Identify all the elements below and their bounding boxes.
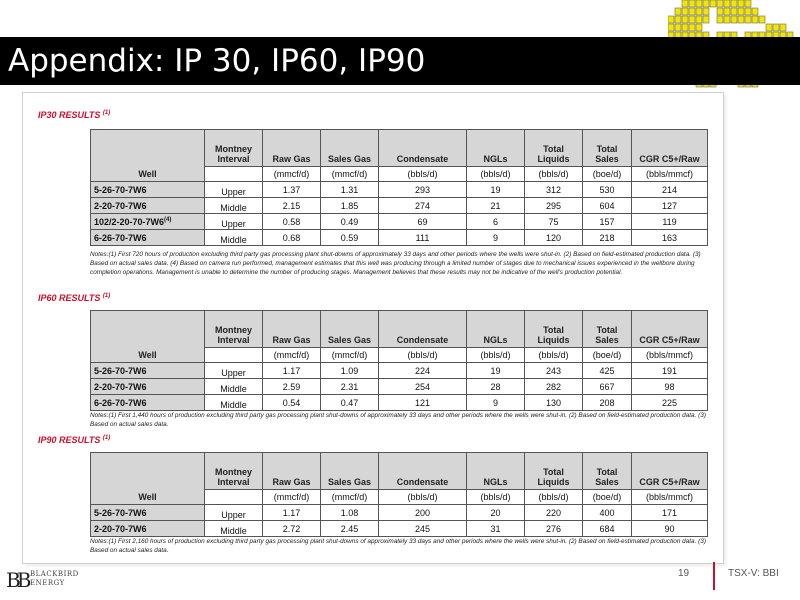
total-sales-cell: 684: [583, 521, 632, 537]
logo-pixel: [703, 16, 709, 23]
total-sales-header: [583, 311, 632, 348]
logo-pixel: [724, 8, 730, 15]
company-logo: [6, 568, 86, 592]
table-row: [91, 198, 708, 214]
well-cell: [91, 395, 205, 411]
ip60-table: [90, 310, 708, 411]
logo-pixel: [738, 16, 744, 23]
raw-gas-cell: 1.37: [263, 182, 321, 198]
units-cell: (mmcf/d): [321, 348, 379, 363]
total-sales-header-label: Total Sales: [595, 144, 619, 164]
total-sales-header-label: Total Sales: [595, 467, 619, 487]
logo-pixel: [689, 0, 695, 7]
table-row: [91, 182, 708, 198]
company-name-line2: ENERGY: [30, 579, 65, 587]
total-sales-cell: 667: [583, 379, 632, 395]
condensate-header-label: Condensate: [396, 154, 449, 164]
ip90-table: [90, 452, 708, 537]
total-sales-cell: 208: [583, 395, 632, 411]
sales-gas-cell: 0.47: [321, 395, 379, 411]
logo-pixel: [689, 8, 695, 15]
cgr-cell: 127: [632, 198, 708, 214]
units-cell: (mmcf/d): [263, 490, 321, 505]
total-sales-cell: 530: [583, 182, 632, 198]
sales-gas-cell: 0.49: [321, 214, 379, 230]
ip90-notes: Notes:(1) First 2,160 hours of production excluding third party gas processing plant shut-downs of approximately 33 days and other periods where the wells were shut-in. (2) Based on field-estimated production data. (3) Based on actual sales data.: [90, 538, 706, 554]
condensate-cell: 200: [379, 505, 467, 521]
logo-pixel: [724, 0, 730, 7]
interval-cell: Middle: [205, 379, 263, 395]
ip60-header-row: [91, 311, 708, 348]
condensate-header: [379, 453, 467, 490]
title-bar: [0, 37, 800, 85]
sales-gas-header-label: Sales Gas: [327, 335, 372, 345]
total-liquids-cell: 282: [525, 379, 583, 395]
logo-pixel: [703, 8, 709, 15]
logo-pixel: [696, 16, 702, 23]
company-name-line1: BLACKBIRD: [30, 570, 79, 578]
cgr-cell: 171: [632, 505, 708, 521]
cgr-header: [632, 130, 708, 167]
total-liquids-cell: 276: [525, 521, 583, 537]
ngls-header-label: NGLs: [483, 477, 508, 487]
units-cell: (bbls/d): [467, 167, 525, 182]
total-liquids-cell: 120: [525, 230, 583, 246]
condensate-cell: 274: [379, 198, 467, 214]
total-liquids-header: [525, 130, 583, 167]
raw-gas-header-label: Raw Gas: [272, 154, 311, 164]
well-header: [91, 453, 205, 505]
sales-gas-header-label: Sales Gas: [327, 154, 372, 164]
total-sales-cell: 157: [583, 214, 632, 230]
logo-pixel: [682, 0, 688, 7]
ngls-header: [467, 453, 525, 490]
total-liquids-header-label: Total Liquids: [537, 144, 570, 164]
total-liquids-cell: 130: [525, 395, 583, 411]
ip30-section-title: [38, 110, 110, 120]
ngls-header: [467, 311, 525, 348]
table-row: [91, 214, 708, 230]
ip30-notes: Notes:(1) First 720 hours of production excluding third party gas processing plant shut-downs of approximately 33 days and other periods where the wells were shut-in. (2) Based on field-estimated production data. (3) Based on actual sales data. (4) Based on camera run performed, management estimates that this well was producing through a limited number of stages due to mechanical issues experienced in the wellbore during completion operations. Management is unable to determine the number of producing stages. Management believes that these results may not be indicative of the well's production potential.: [90, 251, 701, 276]
interval-header-label: Montney Interval: [215, 325, 252, 345]
cgr-header-label: CGR C5+/Raw: [639, 154, 700, 164]
raw-gas-cell: 0.68: [263, 230, 321, 246]
ngls-header: [467, 130, 525, 167]
cgr-header-label: CGR C5+/Raw: [639, 335, 700, 345]
ngls-cell: 20: [467, 505, 525, 521]
interval-units-cell: [205, 167, 263, 182]
well-cell: [91, 521, 205, 537]
well-name: 5-26-70-7W6: [94, 507, 147, 518]
total-liquids-cell: 243: [525, 363, 583, 379]
ngls-cell: 19: [467, 182, 525, 198]
total-sales-cell: 218: [583, 230, 632, 246]
cgr-header: [632, 311, 708, 348]
units-cell: (bbls/d): [467, 348, 525, 363]
units-cell: (mmcf/d): [263, 348, 321, 363]
ngls-header-label: NGLs: [483, 154, 508, 164]
logo-pixel: [731, 0, 737, 7]
well-note-ref: (4): [164, 216, 172, 223]
well-name: 6-26-70-7W6: [94, 232, 147, 243]
well-header-label: Well: [138, 169, 157, 179]
units-cell: (mmcf/d): [321, 490, 379, 505]
well-name: 2-20-70-7W6: [94, 200, 147, 211]
raw-gas-cell: 2.72: [263, 521, 321, 537]
condensate-cell: 254: [379, 379, 467, 395]
interval-cell: Upper: [205, 363, 263, 379]
logo-pixel: [696, 24, 702, 31]
well-name: 6-26-70-7W6: [94, 397, 147, 408]
units-cell: (boe/d): [583, 348, 632, 363]
logo-pixel: [773, 24, 779, 31]
interval-cell: Upper: [205, 182, 263, 198]
table-row: [91, 230, 708, 246]
sales-gas-header: [321, 453, 379, 490]
page-number: 19: [678, 568, 690, 579]
raw-gas-cell: 2.59: [263, 379, 321, 395]
total-sales-cell: 604: [583, 198, 632, 214]
raw-gas-cell: 0.58: [263, 214, 321, 230]
raw-gas-cell: 0.54: [263, 395, 321, 411]
units-cell: (mmcf/d): [321, 167, 379, 182]
cgr-cell: 191: [632, 363, 708, 379]
interval-header-label: Montney Interval: [215, 467, 252, 487]
ip30-table: [90, 129, 708, 246]
ngls-cell: 21: [467, 198, 525, 214]
ngls-cell: 9: [467, 230, 525, 246]
logo-pixel: [717, 8, 723, 15]
condensate-header-label: Condensate: [396, 335, 449, 345]
total-liquids-header-label: Total Liquids: [537, 467, 570, 487]
ngls-cell: 31: [467, 521, 525, 537]
total-liquids-cell: 220: [525, 505, 583, 521]
logo-pixel: [731, 16, 737, 23]
well-cell: [91, 505, 205, 521]
company-logo-name: [30, 570, 79, 588]
logo-pixel: [675, 16, 681, 23]
ip90-title-text: IP90 RESULTS: [38, 435, 101, 445]
ngls-cell: 9: [467, 395, 525, 411]
logo-pixel: [717, 16, 723, 23]
ngls-header-label: NGLs: [483, 335, 508, 345]
well-cell: [91, 230, 205, 246]
units-cell: (bbls/mmcf): [632, 490, 708, 505]
logo-pixel: [731, 8, 737, 15]
raw-gas-header: [263, 130, 321, 167]
units-cell: (mmcf/d): [263, 167, 321, 182]
condensate-header-label: Condensate: [396, 477, 449, 487]
total-sales-cell: 425: [583, 363, 632, 379]
logo-pixel: [710, 0, 716, 7]
units-cell: (bbls/d): [525, 490, 583, 505]
interval-units-cell: [205, 348, 263, 363]
logo-pixel: [682, 16, 688, 23]
well-cell: [91, 363, 205, 379]
units-cell: (bbls/d): [525, 167, 583, 182]
cgr-header: [632, 453, 708, 490]
well-name: 2-20-70-7W6: [94, 523, 147, 534]
well-header: [91, 130, 205, 182]
footer-divider: [713, 562, 715, 590]
logo-pixel: [745, 0, 751, 7]
total-liquids-header: [525, 453, 583, 490]
ip90-title-sup: (1): [102, 435, 111, 441]
sales-gas-header: [321, 130, 379, 167]
raw-gas-header-label: Raw Gas: [272, 477, 311, 487]
logo-pixel: [675, 24, 681, 31]
company-logo-mark: BB: [6, 568, 28, 592]
interval-header: [205, 311, 263, 348]
total-liquids-cell: 312: [525, 182, 583, 198]
units-cell: (boe/d): [583, 167, 632, 182]
raw-gas-cell: 1.17: [263, 363, 321, 379]
well-cell: [91, 182, 205, 198]
cgr-cell: 90: [632, 521, 708, 537]
well-cell: [91, 214, 205, 230]
units-cell: (bbls/d): [379, 490, 467, 505]
total-liquids-header: [525, 311, 583, 348]
ngls-cell: 19: [467, 363, 525, 379]
ip60-title-text: IP60 RESULTS: [38, 293, 101, 303]
sales-gas-cell: 2.45: [321, 521, 379, 537]
logo-pixel: [675, 8, 681, 15]
raw-gas-cell: 2.15: [263, 198, 321, 214]
interval-cell: Middle: [205, 395, 263, 411]
condensate-cell: 224: [379, 363, 467, 379]
ip60-title-sup: (1): [102, 293, 111, 299]
interval-cell: Upper: [205, 505, 263, 521]
logo-pixel: [717, 0, 723, 7]
total-sales-header: [583, 130, 632, 167]
raw-gas-cell: 1.17: [263, 505, 321, 521]
units-cell: (bbls/mmcf): [632, 348, 708, 363]
table-row: [91, 521, 708, 537]
slide-title: Appendix: IP 30, IP60, IP90: [8, 43, 426, 79]
logo-pixel: [689, 24, 695, 31]
raw-gas-header: [263, 311, 321, 348]
ngls-cell: 6: [467, 214, 525, 230]
well-header-label: Well: [138, 350, 157, 360]
ngls-cell: 28: [467, 379, 525, 395]
cgr-cell: 214: [632, 182, 708, 198]
well-header-label: Well: [138, 492, 157, 502]
table-row: [91, 379, 708, 395]
logo-pixel: [724, 16, 730, 23]
interval-header: [205, 453, 263, 490]
table-row: [91, 363, 708, 379]
total-sales-header-label: Total Sales: [595, 325, 619, 345]
units-cell: (bbls/d): [379, 348, 467, 363]
raw-gas-header-label: Raw Gas: [272, 335, 311, 345]
sales-gas-cell: 1.31: [321, 182, 379, 198]
units-cell: (bbls/d): [525, 348, 583, 363]
sales-gas-cell: 1.08: [321, 505, 379, 521]
table-row: [91, 395, 708, 411]
logo-pixel: [752, 8, 758, 15]
logo-pixel: [752, 16, 758, 23]
logo-pixel: [668, 16, 674, 23]
sales-gas-cell: 2.31: [321, 379, 379, 395]
units-cell: (boe/d): [583, 490, 632, 505]
well-cell: [91, 198, 205, 214]
well-header: [91, 311, 205, 363]
ip30-title-text: IP30 RESULTS: [38, 110, 101, 120]
cgr-cell: 163: [632, 230, 708, 246]
ip30-header-row: [91, 130, 708, 167]
cgr-cell: 225: [632, 395, 708, 411]
ip30-title-sup: (1): [102, 110, 111, 116]
condensate-header: [379, 130, 467, 167]
logo-pixel: [703, 0, 709, 7]
sales-gas-cell: 1.09: [321, 363, 379, 379]
ticker-symbol: TSX-V: BBI: [728, 568, 779, 579]
well-name: 5-26-70-7W6: [94, 184, 147, 195]
interval-cell: Upper: [205, 214, 263, 230]
units-cell: (bbls/d): [467, 490, 525, 505]
cgr-cell: 119: [632, 214, 708, 230]
logo-pixel: [738, 8, 744, 15]
sales-gas-cell: 0.59: [321, 230, 379, 246]
condensate-cell: 293: [379, 182, 467, 198]
ip60-section-title: [38, 293, 110, 303]
total-sales-header: [583, 453, 632, 490]
logo-pixel: [689, 16, 695, 23]
well-name: 102/2-20-70-7W6: [94, 216, 165, 227]
interval-units-cell: [205, 490, 263, 505]
logo-pixel: [780, 24, 786, 31]
logo-pixel: [668, 24, 674, 31]
ip90-header-row: [91, 453, 708, 490]
logo-pixel: [745, 16, 751, 23]
sales-gas-header-label: Sales Gas: [327, 477, 372, 487]
logo-pixel: [696, 0, 702, 7]
total-liquids-cell: 295: [525, 198, 583, 214]
condensate-header: [379, 311, 467, 348]
logo-pixel: [759, 16, 765, 23]
ip60-notes: Notes:(1) First 1,440 hours of production excluding third party gas processing plant shut-downs of approximately 33 days and other periods where the wells were shut-in. (2) Based on field-estimated production data. (3) Based on actual sales data.: [90, 412, 706, 428]
total-sales-cell: 400: [583, 505, 632, 521]
cgr-header-label: CGR C5+/Raw: [639, 477, 700, 487]
interval-cell: Middle: [205, 521, 263, 537]
condensate-cell: 121: [379, 395, 467, 411]
sales-gas-header: [321, 311, 379, 348]
logo-pixel: [745, 8, 751, 15]
logo-pixel: [738, 0, 744, 7]
units-cell: (bbls/mmcf): [632, 167, 708, 182]
logo-pixel: [682, 8, 688, 15]
logo-pixel: [766, 24, 772, 31]
logo-pixel: [696, 8, 702, 15]
table-row: [91, 505, 708, 521]
units-cell: (bbls/d): [379, 167, 467, 182]
interval-header: [205, 130, 263, 167]
cgr-cell: 98: [632, 379, 708, 395]
well-name: 5-26-70-7W6: [94, 365, 147, 376]
sales-gas-cell: 1.85: [321, 198, 379, 214]
total-liquids-header-label: Total Liquids: [537, 325, 570, 345]
interval-header-label: Montney Interval: [215, 144, 252, 164]
well-cell: [91, 379, 205, 395]
condensate-cell: 245: [379, 521, 467, 537]
well-name: 2-20-70-7W6: [94, 381, 147, 392]
interval-cell: Middle: [205, 198, 263, 214]
logo-pixel: [682, 24, 688, 31]
interval-cell: Middle: [205, 230, 263, 246]
condensate-cell: 111: [379, 230, 467, 246]
raw-gas-header: [263, 453, 321, 490]
ip90-section-title: [38, 435, 110, 445]
total-liquids-cell: 75: [525, 214, 583, 230]
condensate-cell: 69: [379, 214, 467, 230]
